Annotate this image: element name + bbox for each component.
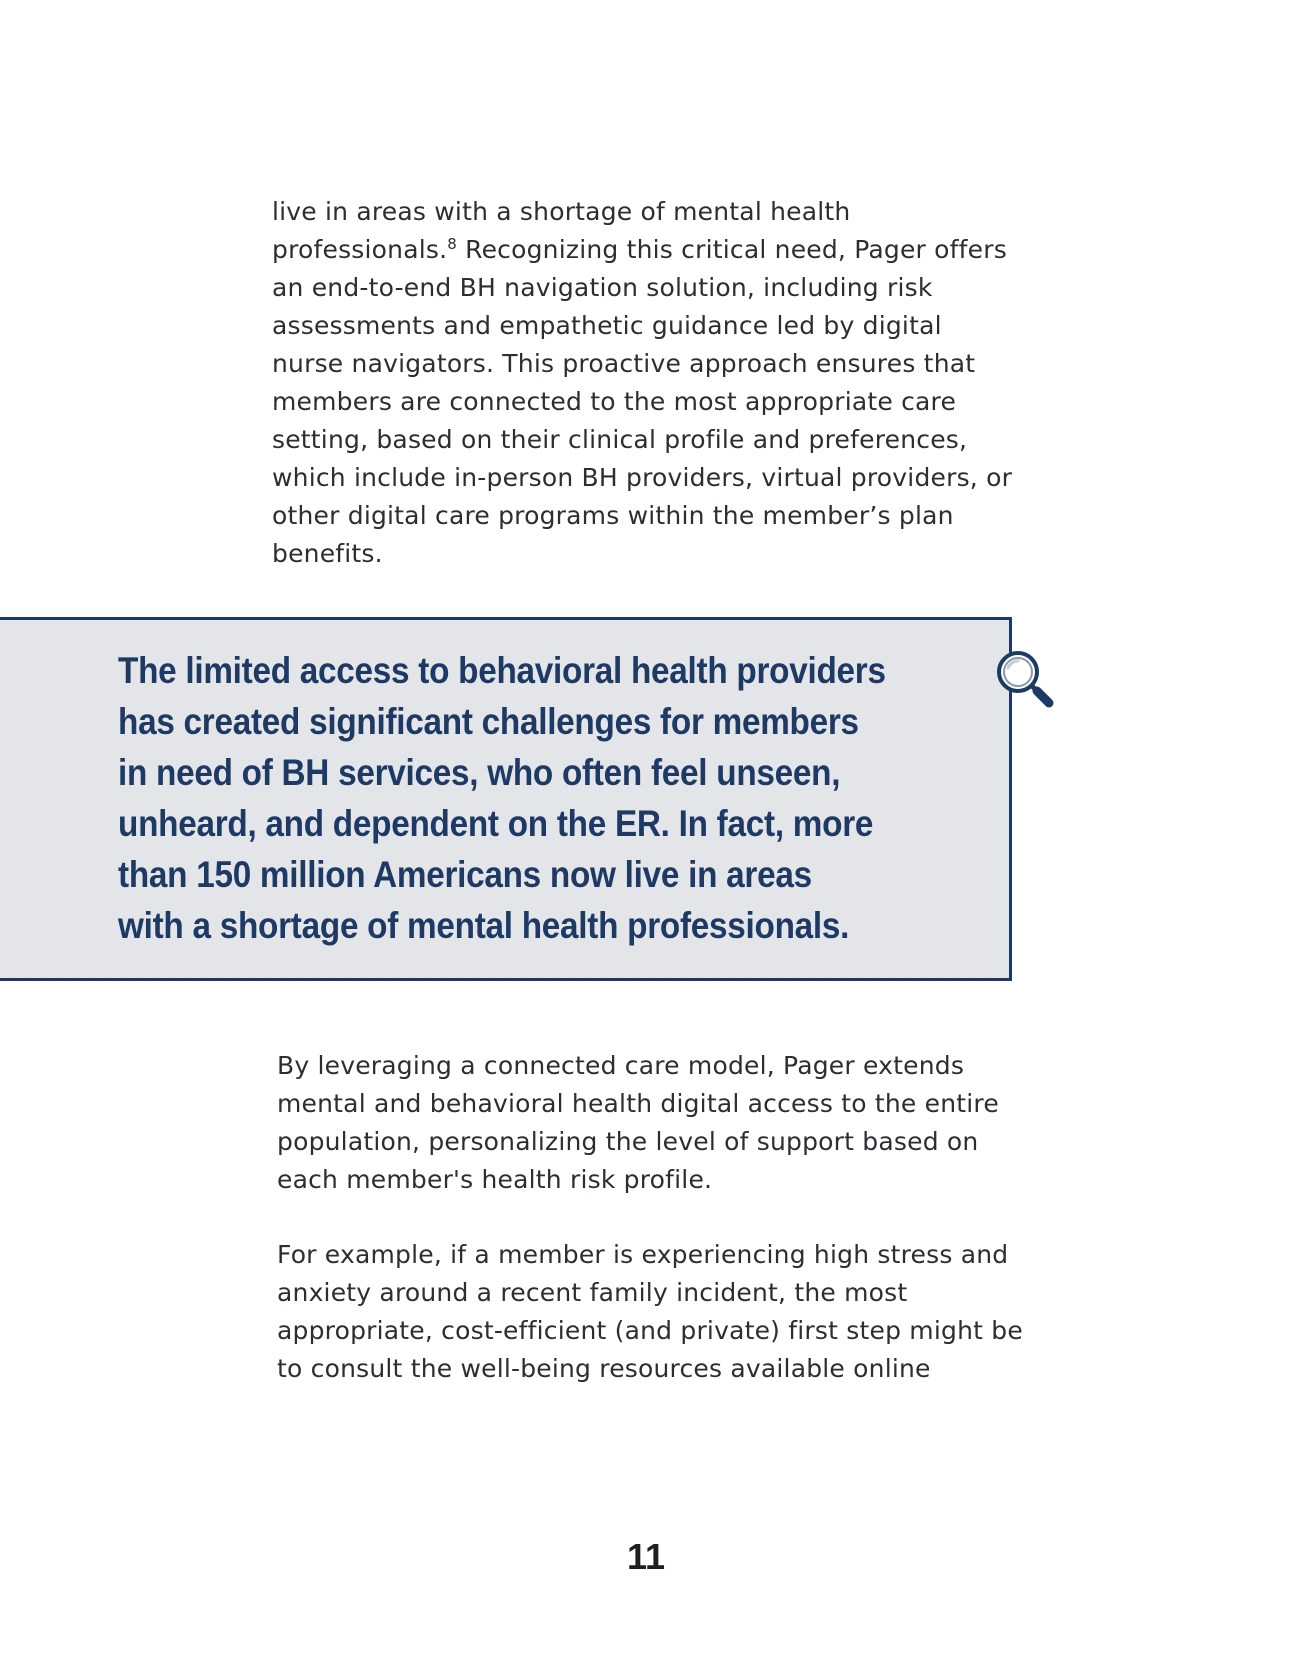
callout-line: than 150 million Americans now live in areas: [118, 854, 812, 895]
text-line: live in areas with a shortage of mental health: [272, 197, 851, 226]
text-line: population, personalizing the level of support based on: [277, 1127, 979, 1156]
callout-line: unheard, and dependent on the ER. In fact, more: [118, 803, 874, 844]
text-line: members are connected to the most appropriate care: [272, 387, 957, 416]
text-line: each member's health risk profile.: [277, 1165, 713, 1194]
callout-line: in need of BH services, who often feel unseen,: [118, 752, 841, 793]
text-line: [272, 231, 1092, 269]
text-line: By leveraging a connected care model, Pager extends: [277, 1051, 965, 1080]
text-line: appropriate, cost-efficient (and private) first step might be: [277, 1316, 1023, 1345]
text-line: mental and behavioral health digital access to the entire: [277, 1089, 999, 1118]
text-segment: Recognizing this critical need, Pager offers: [457, 235, 1007, 264]
text-line: For example, if a member is experiencing high stress and: [277, 1240, 1009, 1269]
text-line: to consult the well-being resources available online: [277, 1354, 931, 1383]
footnote-reference: 8: [447, 235, 457, 253]
callout-quote: [118, 645, 910, 951]
callout-line: has created significant challenges for members: [118, 701, 859, 742]
text-line: benefits.: [272, 539, 383, 568]
text-line: assessments and empathetic guidance led by digital: [272, 311, 942, 340]
text-line: an end-to-end BH navigation solution, including risk: [272, 273, 933, 302]
text-line: nurse navigators. This proactive approach ensures that: [272, 349, 976, 378]
intro-paragraph: [272, 193, 1092, 573]
text-segment: professionals.: [272, 235, 448, 264]
text-line: anxiety around a recent family incident, the most: [277, 1278, 908, 1307]
body-paragraph: [277, 1236, 1077, 1388]
body-paragraph: [277, 1047, 1077, 1199]
magnifying-glass-icon: [994, 648, 1056, 710]
text-line: which include in-person BH providers, virtual providers, or: [272, 463, 1013, 492]
page-number: 11: [626, 1536, 666, 1577]
callout-line: with a shortage of mental health professionals.: [118, 905, 850, 946]
text-line: other digital care programs within the member’s plan: [272, 501, 954, 530]
text-line: setting, based on their clinical profile and preferences,: [272, 425, 968, 454]
callout-line: The limited access to behavioral health providers: [118, 650, 886, 691]
